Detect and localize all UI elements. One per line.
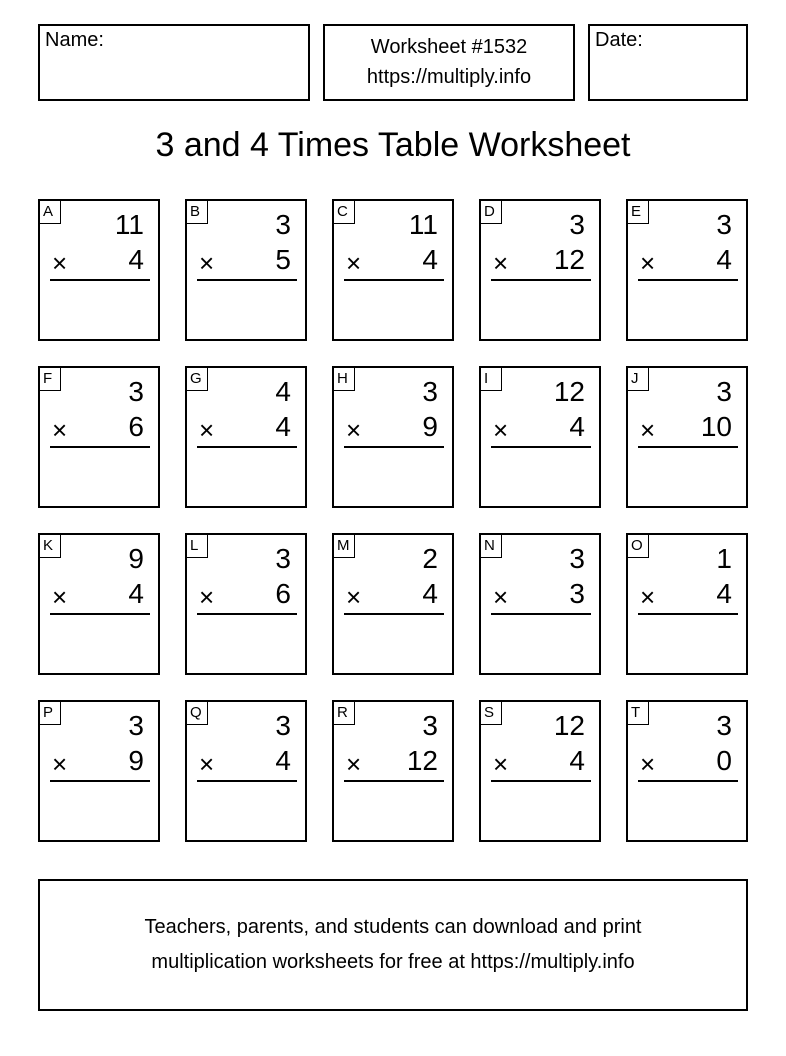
problem-label: K xyxy=(40,535,61,558)
page-title: 3 and 4 Times Table Worksheet xyxy=(155,126,631,164)
problem-label: C xyxy=(334,201,355,224)
problem-cell xyxy=(332,199,454,341)
multiplier: 9 xyxy=(422,411,438,442)
multiplier: 4 xyxy=(716,578,732,609)
times-sign: × xyxy=(52,415,68,445)
multiplicand: 2 xyxy=(422,543,438,574)
problem-label: E xyxy=(628,201,649,224)
answer-line xyxy=(491,780,591,782)
answer-line xyxy=(344,446,444,448)
problem-label: D xyxy=(481,201,502,224)
multiplicand: 3 xyxy=(275,543,291,574)
multiplicand: 11 xyxy=(408,209,438,240)
problem-label: R xyxy=(334,702,355,725)
answer-line xyxy=(638,279,738,281)
problem-label: M xyxy=(334,535,355,558)
multiplier: 4 xyxy=(716,244,732,275)
footer-line-1: Teachers, parents, and students can download and print xyxy=(144,916,642,938)
multiplier: 12 xyxy=(406,745,438,776)
multiplicand: 4 xyxy=(275,376,291,407)
answer-line xyxy=(50,780,150,782)
multiplier: 9 xyxy=(128,745,144,776)
multiplier: 10 xyxy=(700,411,732,442)
worksheet-number: Worksheet #1532 xyxy=(370,36,528,58)
answer-line xyxy=(50,446,150,448)
multiplier: 6 xyxy=(128,411,144,442)
multiplier: 6 xyxy=(275,578,291,609)
times-sign: × xyxy=(52,749,68,779)
multiplier: 12 xyxy=(553,244,585,275)
times-sign: × xyxy=(640,248,656,278)
name-label: Name: xyxy=(45,29,104,51)
multiplier: 4 xyxy=(569,411,585,442)
answer-line xyxy=(50,613,150,615)
problem-cell xyxy=(38,199,160,341)
worksheet-url: https://multiply.info xyxy=(366,66,532,88)
problem-label: Q xyxy=(187,702,208,725)
answer-line xyxy=(197,446,297,448)
answer-line xyxy=(638,613,738,615)
answer-line xyxy=(491,446,591,448)
times-sign: × xyxy=(640,749,656,779)
problem-cell xyxy=(479,366,601,508)
times-sign: × xyxy=(52,248,68,278)
problem-label: J xyxy=(628,368,649,391)
problem-cell xyxy=(38,700,160,842)
problem-cell xyxy=(332,366,454,508)
problem-label: F xyxy=(40,368,61,391)
answer-line xyxy=(197,279,297,281)
multiplier: 4 xyxy=(128,578,144,609)
times-sign: × xyxy=(493,749,509,779)
problem-label: G xyxy=(187,368,208,391)
multiplicand: 12 xyxy=(553,710,585,741)
multiplier: 4 xyxy=(422,244,438,275)
problem-label: S xyxy=(481,702,502,725)
multiplicand: 3 xyxy=(275,710,291,741)
answer-line xyxy=(491,279,591,281)
problem-cell xyxy=(626,700,748,842)
multiplier: 4 xyxy=(128,244,144,275)
multiplicand: 3 xyxy=(128,710,144,741)
answer-line xyxy=(638,446,738,448)
times-sign: × xyxy=(346,415,362,445)
multiplicand: 3 xyxy=(569,543,585,574)
multiplier: 4 xyxy=(275,745,291,776)
multiplicand: 11 xyxy=(114,209,144,240)
problem-cell xyxy=(626,199,748,341)
problem-cell xyxy=(38,366,160,508)
times-sign: × xyxy=(199,415,215,445)
problem-label: I xyxy=(481,368,502,391)
problem-cell xyxy=(626,533,748,675)
problem-cell xyxy=(185,366,307,508)
answer-line xyxy=(197,780,297,782)
multiplicand: 3 xyxy=(569,209,585,240)
problem-label: H xyxy=(334,368,355,391)
multiplicand: 3 xyxy=(716,376,732,407)
problem-cell xyxy=(479,199,601,341)
times-sign: × xyxy=(493,248,509,278)
problem-cell xyxy=(185,199,307,341)
answer-line xyxy=(638,780,738,782)
date-label: Date: xyxy=(595,29,643,51)
answer-line xyxy=(344,613,444,615)
problem-label: O xyxy=(628,535,649,558)
multiplicand: 3 xyxy=(716,209,732,240)
problem-label: T xyxy=(628,702,649,725)
times-sign: × xyxy=(52,582,68,612)
problem-cell xyxy=(185,700,307,842)
answer-line xyxy=(50,279,150,281)
answer-line xyxy=(344,780,444,782)
problem-cell xyxy=(332,533,454,675)
multiplicand: 3 xyxy=(422,376,438,407)
problem-label: L xyxy=(187,535,208,558)
multiplier: 0 xyxy=(716,745,732,776)
problem-label: A xyxy=(40,201,61,224)
times-sign: × xyxy=(346,582,362,612)
problem-cell xyxy=(626,366,748,508)
times-sign: × xyxy=(493,582,509,612)
times-sign: × xyxy=(493,415,509,445)
multiplier: 3 xyxy=(569,578,585,609)
footer-line-2: multiplication worksheets for free at https://multiply.info xyxy=(151,951,635,973)
problem-cell xyxy=(332,700,454,842)
times-sign: × xyxy=(640,415,656,445)
multiplicand: 3 xyxy=(128,376,144,407)
problem-cell xyxy=(479,533,601,675)
times-sign: × xyxy=(346,248,362,278)
times-sign: × xyxy=(199,582,215,612)
multiplicand: 1 xyxy=(716,543,732,574)
multiplier: 4 xyxy=(422,578,438,609)
answer-line xyxy=(197,613,297,615)
multiplier: 4 xyxy=(275,411,291,442)
problem-cell xyxy=(38,533,160,675)
problem-cell xyxy=(185,533,307,675)
multiplicand: 3 xyxy=(275,209,291,240)
times-sign: × xyxy=(199,749,215,779)
problem-cell xyxy=(479,700,601,842)
multiplicand: 12 xyxy=(553,376,585,407)
times-sign: × xyxy=(640,582,656,612)
multiplicand: 9 xyxy=(128,543,144,574)
multiplier: 5 xyxy=(275,244,291,275)
answer-line xyxy=(491,613,591,615)
multiplier: 4 xyxy=(569,745,585,776)
problem-label: B xyxy=(187,201,208,224)
problem-label: N xyxy=(481,535,502,558)
times-sign: × xyxy=(346,749,362,779)
problem-label: P xyxy=(40,702,61,725)
times-sign: × xyxy=(199,248,215,278)
footer-box xyxy=(38,879,748,1011)
multiplicand: 3 xyxy=(422,710,438,741)
answer-line xyxy=(344,279,444,281)
multiplicand: 3 xyxy=(716,710,732,741)
